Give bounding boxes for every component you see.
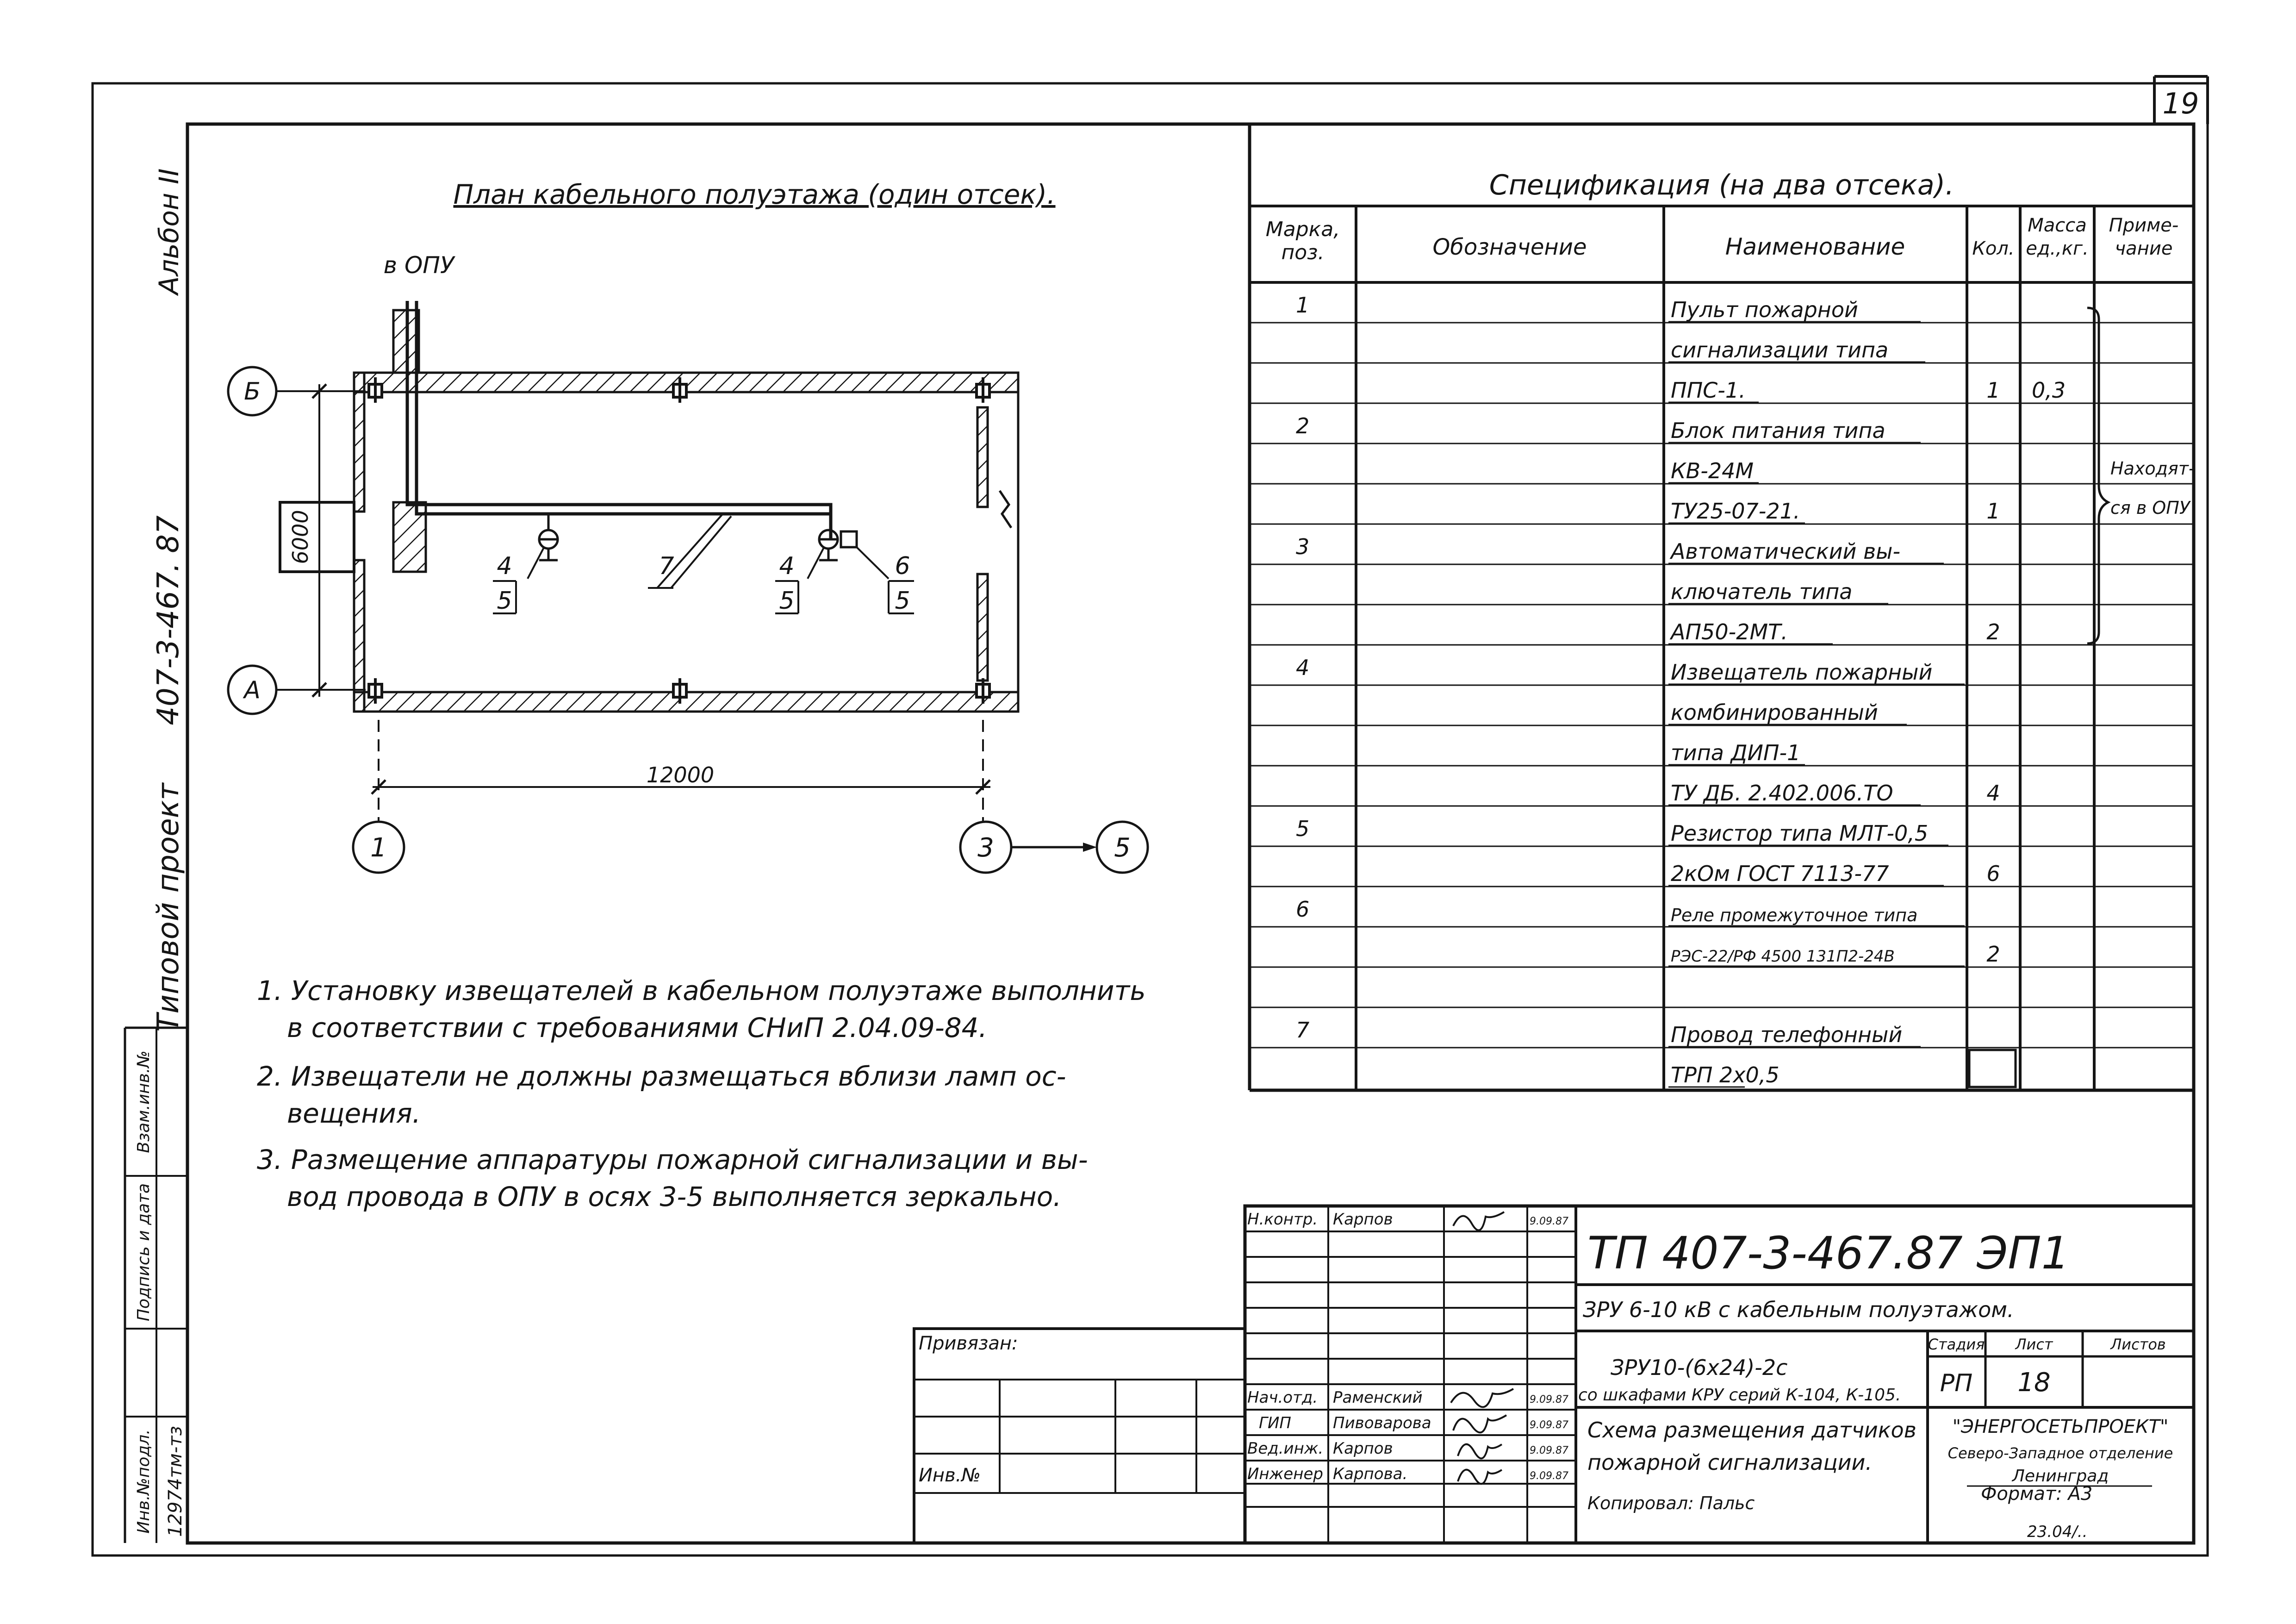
svg-text:типа ДИП-1: типа ДИП-1 xyxy=(1671,740,1801,765)
side-project-type: Типовой проект xyxy=(151,783,186,1032)
spec-header xyxy=(1266,215,2179,264)
svg-text:Резистор типа МЛТ-0,5: Резистор типа МЛТ-0,5 xyxy=(1671,821,1929,846)
svg-text:9.09.87: 9.09.87 xyxy=(1530,1394,1568,1405)
svg-text:РЭС-22/РФ 4500 131П2-24В: РЭС-22/РФ 4500 131П2-24В xyxy=(1671,947,1895,966)
note-line-4: вещения. xyxy=(287,1098,421,1129)
svg-text:ключатель типа: ключатель типа xyxy=(1671,579,1853,604)
table-row xyxy=(1296,413,1885,443)
svg-text:4: 4 xyxy=(1296,655,1310,680)
svg-text:ТУ ДБ. 2.402.006.ТО: ТУ ДБ. 2.402.006.ТО xyxy=(1671,781,1893,806)
svg-text:ППС-1.: ППС-1. xyxy=(1671,378,1746,403)
svg-text:5: 5 xyxy=(497,587,512,615)
svg-text:3: 3 xyxy=(977,833,994,863)
svg-text:Нач.отд.: Нач.отд. xyxy=(1247,1388,1318,1407)
sheet-value: 18 xyxy=(2017,1368,2051,1398)
svg-text:Обозначение: Обозначение xyxy=(1432,234,1587,260)
spec-rows xyxy=(1296,293,2066,1087)
svg-text:0,3: 0,3 xyxy=(2032,378,2066,403)
svg-text:Приме-: Приме- xyxy=(2109,215,2179,236)
svg-text:9.09.87: 9.09.87 xyxy=(1530,1445,1568,1456)
archive-stamp: 23.04/.. xyxy=(2027,1523,2088,1541)
inv-label: Инв.№ xyxy=(919,1465,981,1486)
svg-text:5: 5 xyxy=(895,587,910,615)
callout-detector-2 xyxy=(775,552,798,615)
svg-text:2: 2 xyxy=(1986,619,2000,644)
svg-text:Автоматический вы-: Автоматический вы- xyxy=(1671,539,1901,564)
axis-3 xyxy=(960,822,1011,873)
note-line-6: вод провода в ОПУ в осях 3-5 выполняется зеркально. xyxy=(287,1181,1062,1212)
remark-line-2: ся в ОПУ xyxy=(2110,498,2190,518)
svg-text:поз.: поз. xyxy=(1281,241,1325,264)
cable-route xyxy=(407,493,831,539)
dimension-width xyxy=(372,720,990,822)
svg-text:Б: Б xyxy=(244,378,261,406)
svg-text:6: 6 xyxy=(1986,861,2000,886)
copied-by: Копировал: Пальс xyxy=(1587,1493,1755,1513)
axis-5 xyxy=(1097,822,1148,873)
signer-row-control xyxy=(1247,1210,1568,1230)
svg-text:1: 1 xyxy=(1296,293,1310,318)
table-row xyxy=(1296,655,1932,685)
note-line-5: 3. Размещение аппаратуры пожарной сигнализации и вы- xyxy=(257,1144,1088,1175)
svg-text:Масса: Масса xyxy=(2028,215,2087,236)
table-row xyxy=(1296,534,1900,564)
svg-text:АП50-2МТ.: АП50-2МТ. xyxy=(1671,619,1788,644)
svg-text:Карпов: Карпов xyxy=(1333,1210,1393,1229)
table-row xyxy=(1671,458,1754,483)
stage-label: Стадия xyxy=(1928,1336,1985,1353)
svg-text:3: 3 xyxy=(1296,534,1310,559)
sheets-label: Листов xyxy=(2110,1336,2166,1353)
notes xyxy=(257,975,1146,1212)
svg-text:1: 1 xyxy=(1986,378,2000,403)
table-row xyxy=(1671,700,1878,725)
callout-relay xyxy=(889,552,914,615)
specification-table xyxy=(1250,124,2195,1090)
spec-title: Спецификация (на два отсека). xyxy=(1489,169,1954,201)
album-label: Альбон II xyxy=(153,168,185,295)
svg-text:ГИП: ГИП xyxy=(1259,1414,1291,1432)
variant-line-2: со шкафами КРУ серий К-104, К-105. xyxy=(1578,1386,1901,1405)
svg-text:Провод телефонный: Провод телефонный xyxy=(1671,1022,1903,1047)
svg-text:ед.,кг.: ед.,кг. xyxy=(2026,238,2089,259)
svg-text:Карпов: Карпов xyxy=(1333,1439,1393,1458)
note-line-2: в соответствии с требованиями СНиП 2.04.09-84. xyxy=(287,1012,987,1043)
svg-text:7: 7 xyxy=(1296,1018,1310,1043)
table-row xyxy=(1671,861,2000,886)
svg-text:чание: чание xyxy=(2115,238,2173,259)
callout-detector-1 xyxy=(493,552,516,615)
plan-drawing xyxy=(228,179,1148,873)
dim-6000: 6000 xyxy=(288,510,313,564)
side-stamp xyxy=(125,169,187,1543)
axis-1 xyxy=(353,822,404,873)
svg-text:1: 1 xyxy=(370,833,387,863)
svg-text:2: 2 xyxy=(1986,942,2000,967)
svg-text:сигнализации типа: сигнализации типа xyxy=(1671,337,1889,362)
side-inventory-value: 12974тм-тз xyxy=(165,1426,186,1537)
table-row xyxy=(1671,499,2000,524)
table-row xyxy=(1671,378,2066,403)
table-row xyxy=(1296,1018,1902,1047)
wall-left-top xyxy=(354,373,364,512)
drawing-title-1: Схема размещения датчиков xyxy=(1587,1418,1916,1443)
signer-row-head xyxy=(1247,1388,1568,1407)
remark-line-1: Находят- xyxy=(2110,458,2195,479)
note-line-3: 2. Извещатели не должны размещаться вблизи ламп ос- xyxy=(257,1061,1066,1092)
svg-text:9.09.87: 9.09.87 xyxy=(1530,1216,1568,1227)
svg-text:Пивоварова: Пивоварова xyxy=(1333,1414,1431,1432)
svg-text:Инженер: Инженер xyxy=(1247,1465,1323,1483)
svg-text:Марка,: Марка, xyxy=(1265,218,1340,241)
table-row xyxy=(1671,942,2000,967)
remark-brace xyxy=(2087,308,2108,643)
svg-text:4: 4 xyxy=(779,552,795,580)
signer-row-engineer xyxy=(1247,1465,1568,1484)
org-line-1: "ЭНЕРГОСЕТЬПРОЕКТ" xyxy=(1952,1416,2169,1437)
org-line-3: Ленинград xyxy=(2012,1467,2109,1486)
svg-text:Раменский: Раменский xyxy=(1333,1388,1423,1407)
wall-right-top xyxy=(977,407,988,507)
org-line-2: Северо-Западное отделение xyxy=(1948,1444,2173,1462)
format-label: Формат: А3 xyxy=(1981,1483,2093,1505)
side-field-signature: Подпись и дата xyxy=(134,1183,153,1322)
svg-text:ТУ25-07-21.: ТУ25-07-21. xyxy=(1671,499,1800,524)
wall-right-bottom xyxy=(977,574,988,681)
svg-text:6: 6 xyxy=(895,552,910,580)
sheet-number: 19 xyxy=(2162,87,2199,120)
svg-text:Блок питания типа: Блок питания типа xyxy=(1671,418,1885,443)
table-row xyxy=(1296,816,1928,846)
table-row xyxy=(1671,781,2000,806)
svg-text:Реле промежуточное типа: Реле промежуточное типа xyxy=(1671,905,1918,925)
side-field-inv-number: Инв.№подл. xyxy=(134,1429,153,1534)
svg-text:Пульт пожарной: Пульт пожарной xyxy=(1671,297,1858,322)
drawing-title-2: пожарной сигнализации. xyxy=(1587,1450,1873,1475)
svg-text:9.09.87: 9.09.87 xyxy=(1530,1419,1568,1431)
object-name: ЗРУ 6-10 кВ с кабельным полуэтажом. xyxy=(1583,1297,2014,1322)
svg-text:6: 6 xyxy=(1296,897,1310,922)
svg-text:Извещатель пожарный: Извещатель пожарный xyxy=(1671,660,1933,685)
svg-text:Вед.инж.: Вед.инж. xyxy=(1247,1439,1324,1458)
outlet-label: в ОПУ xyxy=(383,252,454,279)
svg-text:5: 5 xyxy=(1296,816,1310,841)
table-row xyxy=(1296,293,1858,322)
table-row xyxy=(1669,619,2000,644)
svg-text:А: А xyxy=(244,676,261,704)
relay-box xyxy=(841,531,857,547)
wall-left-bottom xyxy=(354,560,364,712)
note-line-1: 1. Установку извещателей в кабельном полуэтаже выполнить xyxy=(257,975,1146,1006)
svg-text:1: 1 xyxy=(1986,499,2000,524)
plan-title: План кабельного полуэтажа (один отсек). xyxy=(453,179,1056,210)
svg-text:ТРП 2х0,5: ТРП 2х0,5 xyxy=(1671,1062,1780,1087)
table-row xyxy=(1671,740,1800,765)
axis-a xyxy=(228,666,296,714)
stage-value: РП xyxy=(1940,1369,1973,1397)
drawing-code: ТП 407-3-467.87 ЭП1 xyxy=(1587,1227,2070,1279)
binding-label: Привязан: xyxy=(919,1333,1018,1354)
table-row xyxy=(1296,897,1917,925)
side-field-replaced-inv: Взам.инв.№ xyxy=(134,1050,153,1153)
svg-text:5: 5 xyxy=(1114,833,1131,863)
table-row xyxy=(1671,337,1888,362)
svg-text:5: 5 xyxy=(779,587,795,615)
svg-text:2кОм ГОСТ 7113-77: 2кОм ГОСТ 7113-77 xyxy=(1671,861,1889,886)
svg-text:КВ-24М: КВ-24М xyxy=(1671,458,1754,483)
svg-text:Наименование: Наименование xyxy=(1725,233,1905,260)
svg-text:Н.контр.: Н.контр. xyxy=(1247,1210,1318,1229)
variant-line-1: ЗРУ10-(6х24)-2с xyxy=(1611,1355,1788,1380)
sheet-label: Лист xyxy=(2015,1336,2053,1353)
axis-b xyxy=(228,367,296,415)
svg-text:9.09.87: 9.09.87 xyxy=(1530,1470,1568,1482)
footer xyxy=(1587,1483,2092,1541)
svg-text:Кол.: Кол. xyxy=(1972,238,2015,259)
svg-text:7: 7 xyxy=(659,552,674,580)
signer-row-chief xyxy=(1259,1414,1568,1432)
table-row xyxy=(1671,579,1852,604)
signer-row-lead xyxy=(1247,1439,1568,1458)
dim-12000: 12000 xyxy=(646,762,715,787)
svg-text:2: 2 xyxy=(1296,413,1310,438)
column-marks xyxy=(369,377,989,704)
svg-text:4: 4 xyxy=(1986,781,2000,806)
svg-text:Карпова.: Карпова. xyxy=(1333,1465,1408,1483)
svg-text:комбинированный: комбинированный xyxy=(1671,700,1878,725)
sheet-frame xyxy=(93,76,2208,1555)
side-project-code: 407-3-467. 87 xyxy=(151,515,186,725)
svg-text:4: 4 xyxy=(497,552,512,580)
table-row xyxy=(1671,1062,1780,1087)
